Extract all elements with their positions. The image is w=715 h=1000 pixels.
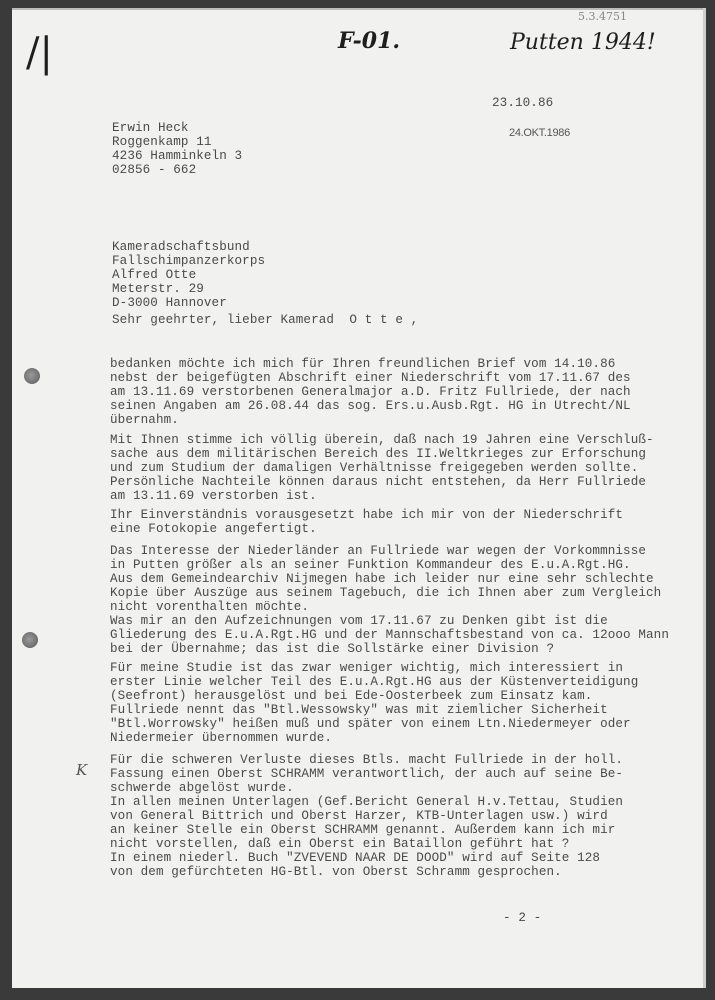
text-line: nicht vorstellen, daß ein Oberst ein Bataillon geführt hat ? [110,837,570,851]
punch-hole [24,368,40,384]
text-line: sache aus dem militärischen Bereich des II.Weltkrieges zur Erforschung [110,447,647,461]
text-line: In allen meinen Unterlagen (Gef.Bericht General H.v.Tettau, Studien [110,795,624,809]
text-line: (Seefront) herausgelöst und bei Ede-Oosterbeek zum Einsatz kam. [110,689,593,703]
recipient-line: Alfred Otte [112,268,197,282]
text-line: nicht vorenthalten möchte. [110,600,310,614]
text-line: Fassung einen Oberst SCHRAMM verantwortlich, der auch auf seine Be- [110,767,624,781]
text-line: schwerde abgelöst wurde. [110,781,294,795]
text-line: von General Bittrich und Oberst Harzer, KTB-Unterlagen usw.) wird [110,809,608,823]
margin-k: K [76,761,88,779]
text-line: "Btl.Worrowsky" heißen muß und später von einem Ltn.Niedermeyer oder [110,717,631,731]
text-line: eine Fotokopie angefertigt. [110,522,317,536]
text-line: erster Linie welcher Teil des E.u.A.Rgt.HG aus der Küstenverteidigung [110,675,639,689]
text-line: Niedermeier übernommen wurde. [110,731,333,745]
paragraph [110,433,654,503]
paragraph [110,357,631,427]
text-line: übernahm. [110,413,179,427]
text-line: von dem gefürchteten HG-Btl. von Oberst Schramm gesprochen. [110,865,562,879]
recipient-line: Kameradschaftsbund [112,240,250,254]
text-line: seinen Angaben am 26.08.44 das sog. Ers.u.Ausb.Rgt. HG in Utrecht/NL [110,399,631,413]
archive-number: 5.3.4751 [578,10,627,23]
salutation: Sehr geehrter, lieber Kamerad O t t e , [112,313,419,327]
paragraph [110,544,669,656]
text-line: Fullriede nennt das "Btl.Wessowsky" was mit ziemlicher Sicherheit [110,703,608,717]
page-number: - 2 - [503,911,542,925]
text-line: Für meine Studie ist das zwar weniger wichtig, mich interessiert in [110,661,624,675]
letter-date: 23.10.86 [492,96,554,110]
text-line: Kopie über Auszüge aus seinem Tagebuch, die ich Ihnen aber zum Vergleich [110,586,662,600]
text-line: Gliederung des E.u.A.Rgt.HG und der Mannschaftsbestand von ca. 12ooo Mann [110,628,669,642]
text-line: nebst der beigefügten Abschrift einer Niederschrift vom 17.11.67 des [110,371,631,385]
paragraph [110,753,623,879]
text-line: am 13.11.69 verstorben ist. [110,489,317,503]
text-line: Für die schweren Verluste dieses Btls. macht Fullriede in der holl. [110,753,624,767]
text-line: in Putten größer als an seiner Funktion Kommandeur des E.u.A.Rgt.HG. [110,558,631,572]
text-line: Was mir an den Aufzeichnungen vom 17.11.67 zu Denken gibt ist die [110,614,608,628]
received-stamp: 24.OKT.1986 [509,127,570,139]
recipient-address [112,212,265,324]
text-line: bedanken möchte ich mich für Ihren freundlichen Brief vom 14.10.86 [110,357,616,371]
paragraph [110,661,638,745]
sender-name: Erwin Heck [112,121,189,135]
sender-city: 4236 Hamminkeln 3 [112,149,243,163]
text-line: Mit Ihnen stimme ich völlig überein, daß nach 19 Jahren eine Verschluß- [110,433,654,447]
text-line: Persönliche Nachteile können daraus nicht entstehen, da Herr Fullriede [110,475,647,489]
text-line: Das Interesse der Niederländer an Fullriede war wegen der Vorkommnisse [110,544,647,558]
recipient-line: D-3000 Hannover [112,296,227,310]
handwritten-note: Putten 1944! [510,30,656,55]
text-line: In einem niederl. Buch "ZVEVEND NAAR DE DOOD" wird auf Seite 128 [110,851,601,865]
text-line: an keiner Stelle ein Oberst SCHRAMM genannt. Außerdem kann ich mir [110,823,616,837]
text-line: Ihr Einverständnis vorausgesetzt habe ich mir von der Niederschrift [110,508,624,522]
sender-street: Roggenkamp 11 [112,135,212,149]
punch-hole [22,632,38,648]
text-line: und zum Studium der damaligen Verhältnisse freigegeben werden sollte. [110,461,639,475]
recipient-line: Fallschimpanzerkorps [112,254,266,268]
recipient-line: Meterstr. 29 [112,282,204,296]
paragraph [110,508,623,536]
sender-phone: 02856 - 662 [112,163,197,177]
text-line: bei der Übernahme; das ist die Sollstärke einer Division ? [110,642,555,656]
text-line: Aus dem Gemeindearchiv Nijmegen habe ich leider nur eine sehr schlechte [110,572,654,586]
sender-address [112,93,242,191]
margin-mark: /| [26,30,53,76]
text-line: am 13.11.69 verstorbenen Generalmajor a.D. Fritz Fullriede, der nach [110,385,631,399]
file-mark: F-01. [338,28,401,54]
